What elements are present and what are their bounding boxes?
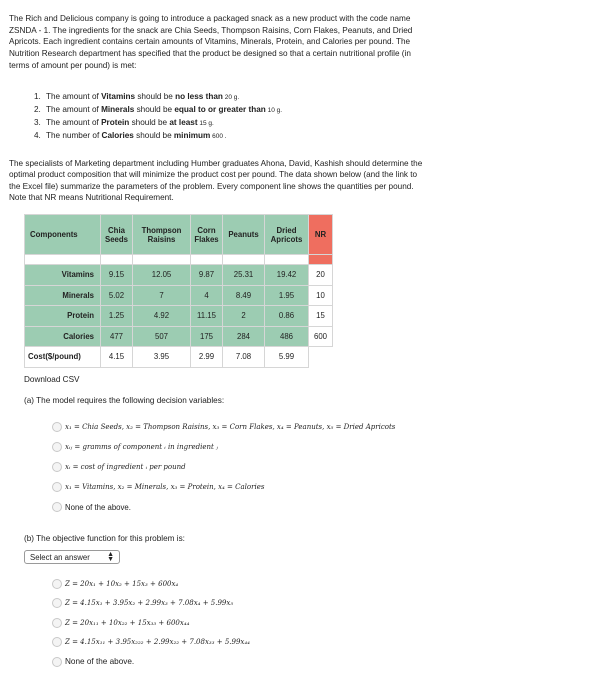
radio-button[interactable] (52, 579, 62, 589)
header-peanuts: Peanuts (223, 215, 265, 255)
table-cell: 7.08 (223, 347, 265, 368)
table-cell: 2 (223, 306, 265, 327)
requirement-condition: equal to or greater than (174, 105, 266, 114)
table-cell: 486 (265, 326, 309, 347)
requirement-nutrient: Calories (101, 131, 134, 140)
table-row (25, 326, 333, 347)
requirement-item (34, 104, 454, 117)
table-cell: 4.92 (133, 306, 191, 327)
table-row (25, 306, 333, 327)
table-cell: 8.49 (223, 285, 265, 306)
requirements-list (34, 91, 454, 143)
row-label: Calories (25, 326, 101, 347)
answer-option[interactable] (52, 457, 395, 477)
radio-button[interactable] (52, 462, 62, 472)
requirement-text: The amount of (46, 118, 102, 127)
empty-cell (309, 347, 333, 368)
answer-option[interactable] (52, 613, 250, 633)
cost-row (25, 347, 333, 368)
table-cell: 7 (133, 285, 191, 306)
table-cell: 284 (223, 326, 265, 347)
radio-button[interactable] (52, 618, 62, 628)
nr-cell: 15 (309, 306, 333, 327)
option-text: xᵢⱼ = gramms of component ᵢ in ingredient ⱼ (65, 443, 218, 451)
intro-line: The Rich and Delicious company is going to introduce a packaged snack as a new product with the code name (9, 14, 411, 23)
table-cell: 9.15 (101, 265, 133, 286)
requirement-text: should be (133, 131, 174, 140)
requirement-value: 10 g. (265, 107, 283, 114)
nr-cell: 600 (309, 326, 333, 347)
intro-line: Apricots. Each ingredient contains certain amounts of Vitamins, Minerals, Protein, and Calories per pound. The (9, 37, 411, 47)
table-cell: 5.99 (265, 347, 309, 368)
header-chia-seeds: Chia Seeds (101, 215, 133, 255)
table-cell: 5.02 (101, 285, 133, 306)
select-label: Select an answer (30, 552, 90, 562)
table-cell: 0.86 (265, 306, 309, 327)
header-nr: NR (309, 215, 333, 255)
answer-option[interactable] (52, 417, 395, 437)
option-text: None of the above. (65, 502, 131, 512)
nr-cell: 20 (309, 265, 333, 286)
nr-cell: 10 (309, 285, 333, 306)
table-cell: 3.95 (133, 347, 191, 368)
question-b-options (52, 574, 250, 672)
requirement-text: The amount of (46, 105, 102, 114)
header-corn-flakes: Corn Flakes (191, 215, 223, 255)
requirement-item (34, 130, 454, 143)
row-label: Protein (25, 306, 101, 327)
table-cell: 12.05 (133, 265, 191, 286)
header-thompson-raisins: Thompson Raisins (133, 215, 191, 255)
table-cell: 2.99 (191, 347, 223, 368)
requirement-value: 15 g. (197, 120, 214, 127)
question-a-options (52, 417, 395, 517)
table-cell: 1.95 (265, 285, 309, 306)
table-spacer-row (25, 255, 333, 265)
table-row (25, 265, 333, 286)
requirement-number: 2. (34, 105, 41, 114)
table-cell: 19.42 (265, 265, 309, 286)
requirement-text: The number of (46, 131, 102, 140)
select-chevron-icon: ▲ ▼ (107, 551, 114, 563)
radio-button[interactable] (52, 657, 62, 667)
paragraph-line: Note that NR means Nutritional Requirement. (9, 193, 174, 203)
row-label: Vitamins (25, 265, 101, 286)
requirement-text: The amount of (46, 92, 102, 101)
answer-option[interactable] (52, 633, 250, 653)
requirement-value: 600 . (210, 133, 227, 140)
radio-button[interactable] (52, 422, 62, 432)
answer-option[interactable] (52, 574, 250, 594)
radio-button[interactable] (52, 637, 62, 647)
answer-option[interactable] (52, 594, 250, 614)
table-header-row (25, 215, 333, 255)
answer-option[interactable] (52, 437, 395, 457)
paragraph-line: optimal product composition that will minimize the product cost per pound. The data shown below (and the link to (9, 170, 418, 180)
table-cell: 4.15 (101, 347, 133, 368)
paragraph-line: the Excel file) summarize the parameters of the problem. Every component line shows the quantities per pound. (9, 181, 414, 191)
requirement-number: 1. (34, 92, 41, 101)
answer-select[interactable] (24, 550, 120, 564)
requirement-number: 3. (34, 118, 41, 127)
option-text: Z = 20x₁₁ + 10x₂₂ + 15x₃₃ + 600x₄₄ (65, 618, 190, 627)
option-text: None of the above. (65, 657, 135, 667)
table-cell: 11.15 (191, 306, 223, 327)
table-row (25, 285, 333, 306)
download-csv-link[interactable]: Download CSV (24, 375, 80, 384)
requirement-condition: minimum (173, 131, 211, 140)
intro-line: ZSNDA - 1. The ingredients for the snack are Chia Seeds, Thompson Raisins, Corn Flakes, Peanuts, and Dried (9, 25, 413, 35)
radio-button[interactable] (52, 482, 62, 492)
answer-option[interactable] (52, 477, 395, 497)
intro-paragraph (9, 13, 509, 72)
requirement-number: 4. (34, 131, 41, 140)
requirement-nutrient: Minerals (101, 105, 135, 114)
requirement-item (34, 91, 454, 104)
requirement-nutrient: Protein (101, 118, 130, 127)
option-text: Z = 4.15x₁₁ + 3.95x₂₂₂ + 2.99x₂₂ + 7.08x₃₃ + 5.99x₄₄ (65, 638, 250, 647)
answer-option[interactable] (52, 652, 250, 672)
requirement-condition: no less than (175, 92, 223, 101)
answer-option[interactable] (52, 497, 395, 517)
marketing-paragraph (9, 158, 514, 204)
requirement-text: should be (129, 118, 170, 127)
question-a-prompt: (a) The model requires the following decision variables: (24, 396, 225, 405)
row-label: Minerals (25, 285, 101, 306)
requirement-value: 20 g. (222, 94, 240, 101)
table-cell: 4 (191, 285, 223, 306)
nutrition-table (24, 214, 333, 368)
table-cell: 9.87 (191, 265, 223, 286)
radio-button[interactable] (52, 442, 62, 452)
option-text: xᵢ = cost of ingredient ᵢ per pound (65, 463, 186, 471)
question-b-prompt: (b) The objective function for this problem is: (24, 534, 185, 543)
requirement-nutrient: Vitamins (101, 92, 136, 101)
option-text: Z = 20x₁ + 10x₂ + 15x₃ + 600x₄ (65, 579, 179, 588)
header-components: Components (25, 215, 101, 255)
header-dried-apricots: Dried Apricots (265, 215, 309, 255)
table-cell: 25.31 (223, 265, 265, 286)
requirement-item (34, 117, 454, 130)
paragraph-line: The specialists of Marketing department including Humber graduates Ahona, David, Kashish should determine the (9, 159, 423, 168)
table-cell: 477 (101, 326, 133, 347)
option-text: x₁ = Vitamins, x₂ = Minerals, x₃ = Protein, x₄ = Calories (65, 483, 265, 491)
radio-button[interactable] (52, 502, 62, 512)
table-cell: 507 (133, 326, 191, 347)
requirement-text: should be (134, 105, 175, 114)
radio-button[interactable] (52, 598, 62, 608)
row-label: Cost($/pound) (25, 347, 101, 368)
table-cell: 1.25 (101, 306, 133, 327)
requirement-text: should be (135, 92, 176, 101)
intro-line: terms of amount per pound) is met: (9, 60, 137, 70)
intro-line: Nutrition Research department has specified that the product be designed so that a certain nutritional profile (in (9, 49, 411, 59)
option-text: x₁ = Chia Seeds, x₂ = Thompson Raisins, x₃ = Corn Flakes, x₄ = Peanuts, x₅ = Dried Apricots (65, 423, 396, 431)
requirement-condition: at least (169, 118, 198, 127)
option-text: Z = 4.15x₁ + 3.95x₂ + 2.99x₃ + 7.08x₄ + 5.99x₅ (65, 599, 234, 608)
table-cell: 175 (191, 326, 223, 347)
